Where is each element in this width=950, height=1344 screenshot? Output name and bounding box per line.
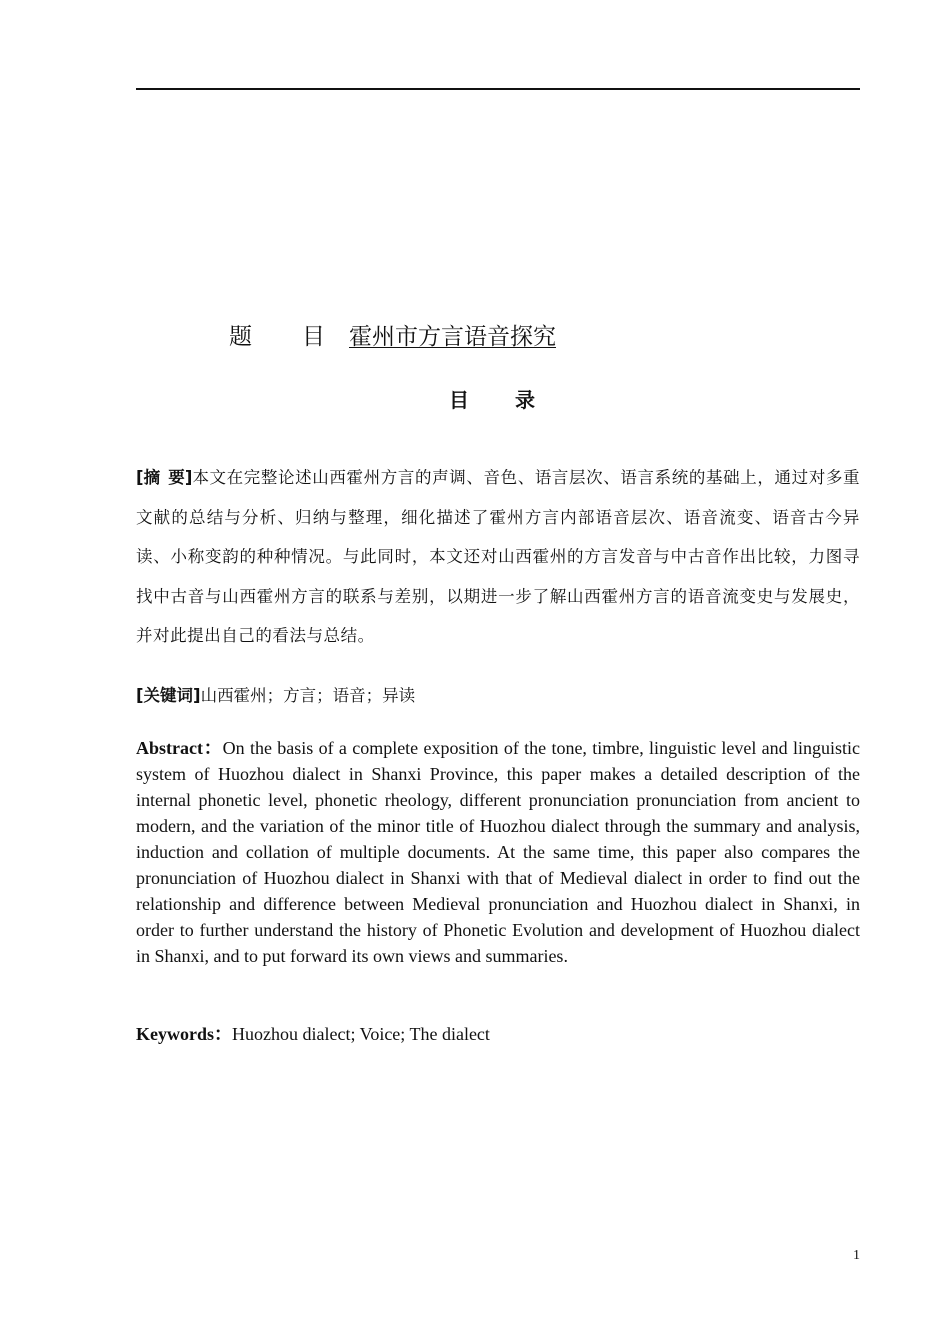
chinese-abstract-label: [136, 468, 192, 487]
chinese-abstract-label-right: 要]: [168, 468, 193, 487]
toc-heading-char-2: 录: [515, 388, 535, 412]
page-number: 1: [853, 1248, 860, 1263]
title-label-char-2: 目: [302, 323, 325, 350]
english-abstract-label: Abstract：: [136, 738, 223, 758]
title-label-char-1: 题: [229, 323, 252, 350]
english-keywords-text: Huozhou dialect; Voice; The dialect: [232, 1024, 490, 1044]
english-abstract-text: On the basis of a complete exposition of the tone, timbre, linguistic level and linguistic system of Huozhou dialect in Shanxi Province, this paper makes a detailed description of the internal phonetic level, phonetic rheology, different pronunciation pronunciation from ancient to modern, and the variation of the minor title of Huozhou dialect through the summary and analysis, induction and collation of multiple documents. At the same time, this paper also compares the pronunciation of Huozhou dialect in Shanxi with that of Medieval dialect in order to find out the relationship and difference between Medieval pronunciation and Huozhou dialect in Shanxi, in order to further understand the history of Phonetic Evolution and development of Huozhou dialect in Shanxi, and to put forward its own views and summaries.: [136, 738, 860, 966]
toc-heading: [449, 384, 535, 413]
english-keywords-label: Keywords：: [136, 1024, 232, 1044]
toc-heading-char-1: 目: [449, 388, 469, 412]
thesis-title: 霍州市方言语音探究: [349, 323, 556, 350]
chinese-keywords: [136, 678, 860, 714]
chinese-abstract-text: 本文在完整论述山西霍州方言的声调、音色、语言层次、语言系统的基础上，通过对多重文献的总结与分析、归纳与整理，细化描述了霍州方言内部语音层次、语音流变、语音古今异读、小称变韵的种种情况。与此同时，本文还对山西霍州的方言发音与中古音作出比较，力图寻找中古音与山西霍州方言的联系与差别，以期进一步了解山西霍州方言的语音流变史与发展史，并对此提出自己的看法与总结。: [136, 468, 861, 645]
english-abstract: [136, 735, 860, 969]
thesis-title-line: [229, 316, 556, 352]
header-rule: [136, 88, 860, 90]
english-keywords: [136, 1021, 860, 1047]
chinese-keywords-text: 山西霍州；方言；语音；异读: [200, 686, 416, 705]
chinese-keywords-label: [关键词]: [136, 686, 201, 705]
chinese-abstract: [136, 458, 860, 656]
title-label: [229, 318, 349, 351]
chinese-abstract-label-left: [摘: [136, 468, 161, 487]
